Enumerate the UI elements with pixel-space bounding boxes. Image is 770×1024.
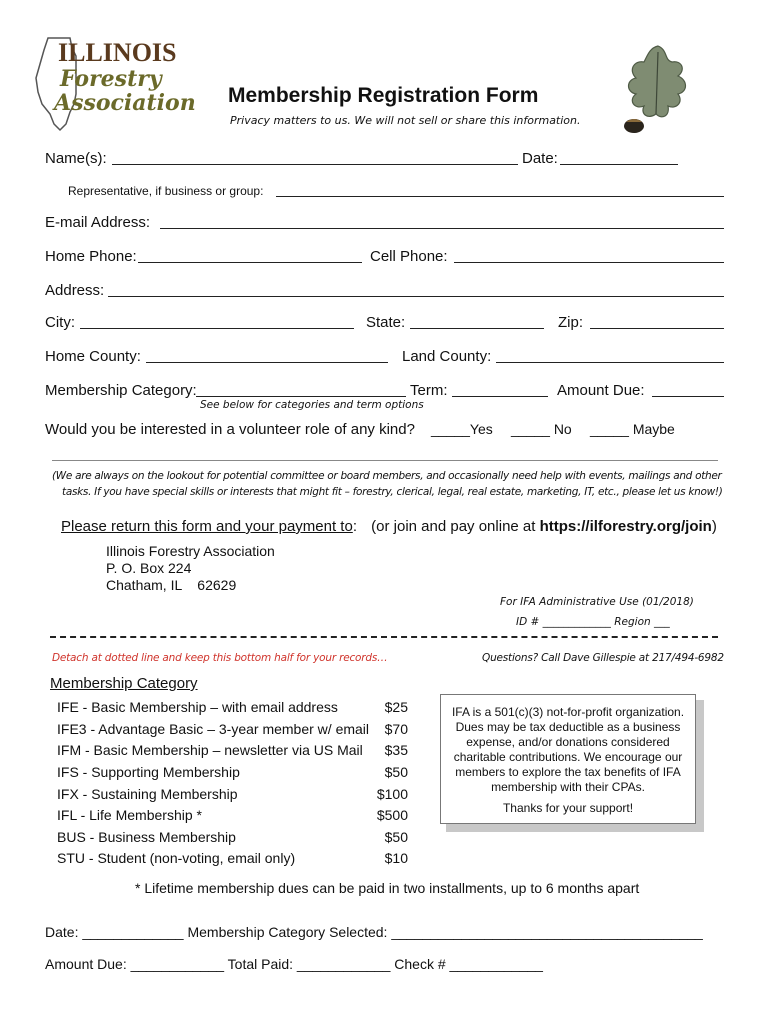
category-row: IFE3 - Advantage Basic – 3-year member w/ email bbox=[57, 721, 370, 737]
category-price: $70 bbox=[384, 721, 408, 737]
records-row-2: Amount Due: ____________ Total Paid: ____________ Check # ____________ bbox=[45, 956, 543, 972]
city-field[interactable] bbox=[80, 328, 354, 329]
privacy-note: Privacy matters to us. We will not sell or share this information. bbox=[230, 114, 581, 127]
home-phone-field[interactable] bbox=[138, 262, 362, 263]
volunteer-maybe[interactable]: _____ Maybe bbox=[590, 421, 675, 437]
return-online-pre: (or join and pay online at bbox=[371, 518, 540, 535]
address-line-2: P. O. Box 224 bbox=[106, 560, 192, 576]
date-field[interactable] bbox=[560, 164, 678, 165]
date-label: Date: bbox=[522, 150, 558, 167]
category-price: $35 bbox=[384, 742, 408, 758]
tax-info-text: IFA is a 501(c)(3) not-for-profit organization. Dues may be tax deductible as a business expense, and/or donations considered charitable contributions. We encourage our members to explore the tax benefits of IFA membership with their CPAs. bbox=[451, 705, 685, 794]
email-field[interactable] bbox=[160, 228, 724, 229]
logo-line-1: ILLINOIS bbox=[58, 38, 177, 67]
separator-line bbox=[52, 460, 718, 461]
address-line-1: Illinois Forestry Association bbox=[106, 543, 275, 559]
category-row: IFX - Sustaining Membership bbox=[57, 786, 238, 802]
category-price: $10 bbox=[384, 850, 408, 866]
state-field[interactable] bbox=[410, 328, 544, 329]
detach-note: Detach at dotted line and keep this bottom half for your records… bbox=[52, 652, 388, 664]
category-row: IFE - Basic Membership – with email address bbox=[57, 699, 338, 715]
page-title: Membership Registration Form bbox=[228, 84, 539, 107]
names-field[interactable] bbox=[112, 164, 518, 165]
category-price: $100 bbox=[376, 786, 408, 802]
admin-use-label: For IFA Administrative Use (01/2018) bbox=[500, 596, 694, 608]
amount-due-label: Amount Due: bbox=[557, 382, 645, 399]
amount-due-field[interactable] bbox=[652, 396, 724, 397]
land-county-label: Land County: bbox=[402, 348, 492, 365]
category-row: BUS - Business Membership bbox=[57, 829, 236, 845]
records-row-1: Date: _____________ Membership Category Selected: ________________________________________ bbox=[45, 924, 703, 940]
tax-info-box bbox=[440, 694, 696, 824]
logo-line-2: Forestry bbox=[60, 66, 162, 92]
names-label: Name(s): bbox=[45, 150, 107, 167]
representative-label: Representative, if business or group: bbox=[68, 184, 264, 198]
representative-field[interactable] bbox=[276, 196, 724, 197]
category-price: $25 bbox=[384, 699, 408, 715]
online-url-link[interactable]: https://ilforestry.org/join bbox=[539, 518, 712, 535]
category-row: IFM - Basic Membership – newsletter via US Mail bbox=[57, 742, 363, 758]
membership-category-label: Membership Category: bbox=[45, 382, 197, 399]
term-label: Term: bbox=[410, 382, 448, 399]
address-field[interactable] bbox=[108, 296, 724, 297]
home-phone-label: Home Phone: bbox=[45, 248, 137, 265]
volunteer-yes[interactable]: _____Yes bbox=[431, 421, 493, 437]
volunteer-note-line-1: (We are always on the lookout for potential committee or board members, and occasionally need help with events, mailings and other bbox=[52, 470, 722, 482]
return-line bbox=[61, 518, 717, 535]
term-field[interactable] bbox=[452, 396, 548, 397]
return-online-post: ) bbox=[711, 518, 717, 535]
logo bbox=[30, 34, 210, 134]
see-below-note: See below for categories and term options bbox=[200, 399, 424, 411]
category-row: IFL - Life Membership * bbox=[57, 807, 202, 823]
membership-category-field[interactable] bbox=[196, 396, 406, 397]
return-lead: Please return this form and your payment to bbox=[61, 518, 353, 535]
cell-phone-field[interactable] bbox=[454, 262, 724, 263]
category-price: $50 bbox=[384, 829, 408, 845]
volunteer-no[interactable]: _____ No bbox=[511, 421, 572, 437]
state-label: State: bbox=[366, 314, 406, 331]
return-colon: : bbox=[352, 518, 357, 535]
volunteer-question: Would you be interested in a volunteer role of any kind? bbox=[45, 421, 415, 438]
zip-field[interactable] bbox=[590, 328, 724, 329]
category-row: IFS - Supporting Membership bbox=[57, 764, 240, 780]
category-price: $50 bbox=[384, 764, 408, 780]
home-county-field[interactable] bbox=[146, 362, 388, 363]
address-line-3: Chatham, IL 62629 bbox=[106, 577, 237, 593]
oak-leaf-icon bbox=[612, 40, 704, 140]
volunteer-note-line-2: tasks. If you have special skills or interests that might fit – forestry, clerical, legal, real estate, marketing, IT, etc., please let us know!) bbox=[62, 486, 723, 498]
zip-label: Zip: bbox=[558, 314, 584, 331]
city-label: City: bbox=[45, 314, 75, 331]
email-label: E-mail Address: bbox=[45, 214, 151, 231]
logo-line-3: Association bbox=[54, 90, 196, 116]
admin-id-region: ID # _____________ Region ___ bbox=[516, 616, 670, 628]
home-county-label: Home County: bbox=[45, 348, 141, 365]
categories-heading: Membership Category bbox=[50, 675, 198, 692]
land-county-field[interactable] bbox=[496, 362, 724, 363]
lifetime-note: * Lifetime membership dues can be paid in two installments, up to 6 months apart bbox=[135, 880, 640, 896]
thanks-text: Thanks for your support! bbox=[502, 801, 634, 815]
category-price: $500 bbox=[376, 807, 408, 823]
category-row: STU - Student (non-voting, email only) bbox=[57, 850, 296, 866]
address-label: Address: bbox=[45, 282, 105, 299]
detach-dotted-line bbox=[50, 636, 718, 638]
questions-note: Questions? Call Dave Gillespie at 217/494-6982 bbox=[482, 652, 724, 664]
cell-phone-label: Cell Phone: bbox=[370, 248, 448, 265]
